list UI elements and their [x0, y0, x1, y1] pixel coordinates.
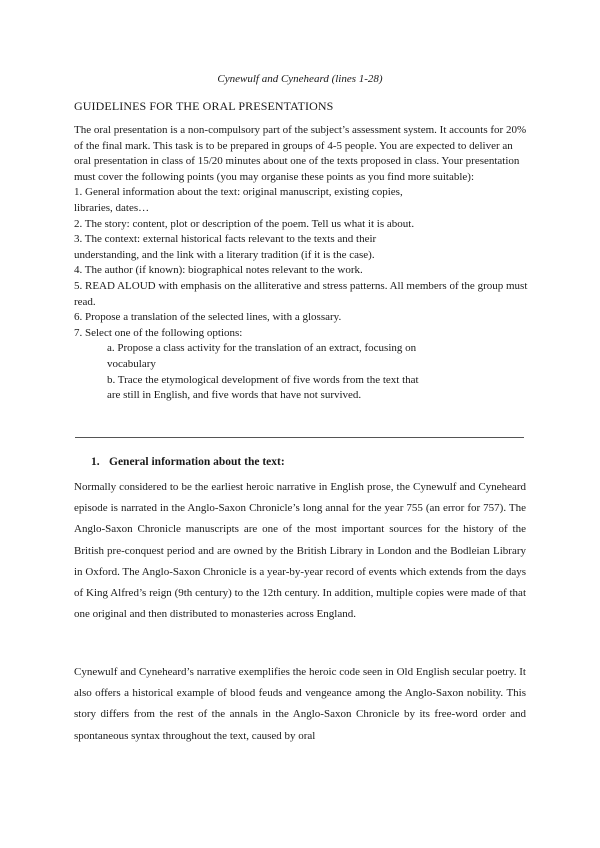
guideline-item-1: 1. General information about the text: original manuscript, existing copies,: [74, 186, 403, 199]
section-heading: [91, 455, 285, 469]
guideline-item-5: 5. READ ALOUD with emphasis on the alliterative and stress patterns. All members of the group must read.: [74, 279, 528, 308]
guideline-item-7: 7. Select one of the following options:: [74, 326, 243, 339]
section-title: General information about the text:: [109, 456, 285, 468]
paragraph-text: Normally considered to be the earliest heroic narrative in English prose, the Cynewulf and Cyneheard episode is narrated in the Anglo-Saxon Chronicle’s long annal for the year 755 (an error for 757). The Anglo-Saxon Chronicle manuscripts are one of the most important sources for the history of the British pre-conquest period and are owned by the British Library in London and the Bodleian Library in Oxford. The Anglo-Saxon Chronicle is a year-by-year record of events which extends from the days of King Alfred’s reign (9th century) to the 12th century. In addition, multiple copies were made of that one original and then distributed to monasteries across England.: [74, 481, 526, 621]
option-b: b. Trace the etymological development of five words from the text that: [107, 373, 419, 386]
guideline-item-6: 6. Propose a translation of the selected lines, with a glossary.: [74, 311, 342, 324]
body-paragraph-1: [74, 477, 526, 625]
guidelines-block: [74, 123, 530, 404]
guideline-item-4: 4. The author (if known): biographical notes relevant to the work.: [74, 264, 363, 277]
option-a: a. Propose a class activity for the translation of an extract, focusing on: [107, 342, 417, 355]
guideline-item-3-cont: understanding, and the link with a literary tradition (if it is the case).: [74, 248, 375, 261]
guidelines-intro: The oral presentation is a non-compulsory part of the subject’s assessment system. It accounts for 20% of the final mark. This task is to be prepared in groups of 4-5 people. You are expected to deliver an oral presentation in class of 15/20 minutes about one of the texts proposed in class. Your presentation must cover the following points (you may organise these points as you find more suitable):: [74, 124, 527, 183]
option-a-cont: vocabulary: [107, 357, 156, 370]
guideline-item-2: 2. The story: content, plot or description of the poem. Tell us what it is about.: [74, 217, 415, 230]
option-b-cont: are still in English, and five words that have not survived.: [107, 389, 362, 402]
guideline-item-1-cont: libraries, dates…: [74, 201, 150, 214]
guidelines-heading: GUIDELINES FOR THE ORAL PRESENTATIONS: [74, 99, 334, 113]
guideline-item-3: 3. The context: external historical facts relevant to the texts and their: [74, 233, 377, 246]
paragraph-text: Cynewulf and Cyneheard’s narrative exemplifies the heroic code seen in Old English secular poetry. It also offers a historical example of blood feuds and vengeance among the Anglo-Saxon nobility. This story differs from the rest of the annals in the Anglo-Saxon Chronicle by its free-word order and spontaneous syntax throughout the text, caused by oral: [74, 666, 526, 742]
section-number: 1.: [91, 456, 100, 468]
body-paragraph-2: [74, 662, 526, 747]
horizontal-divider: [75, 437, 524, 438]
document-title: Cynewulf and Cyneheard (lines 1-28): [217, 73, 383, 85]
